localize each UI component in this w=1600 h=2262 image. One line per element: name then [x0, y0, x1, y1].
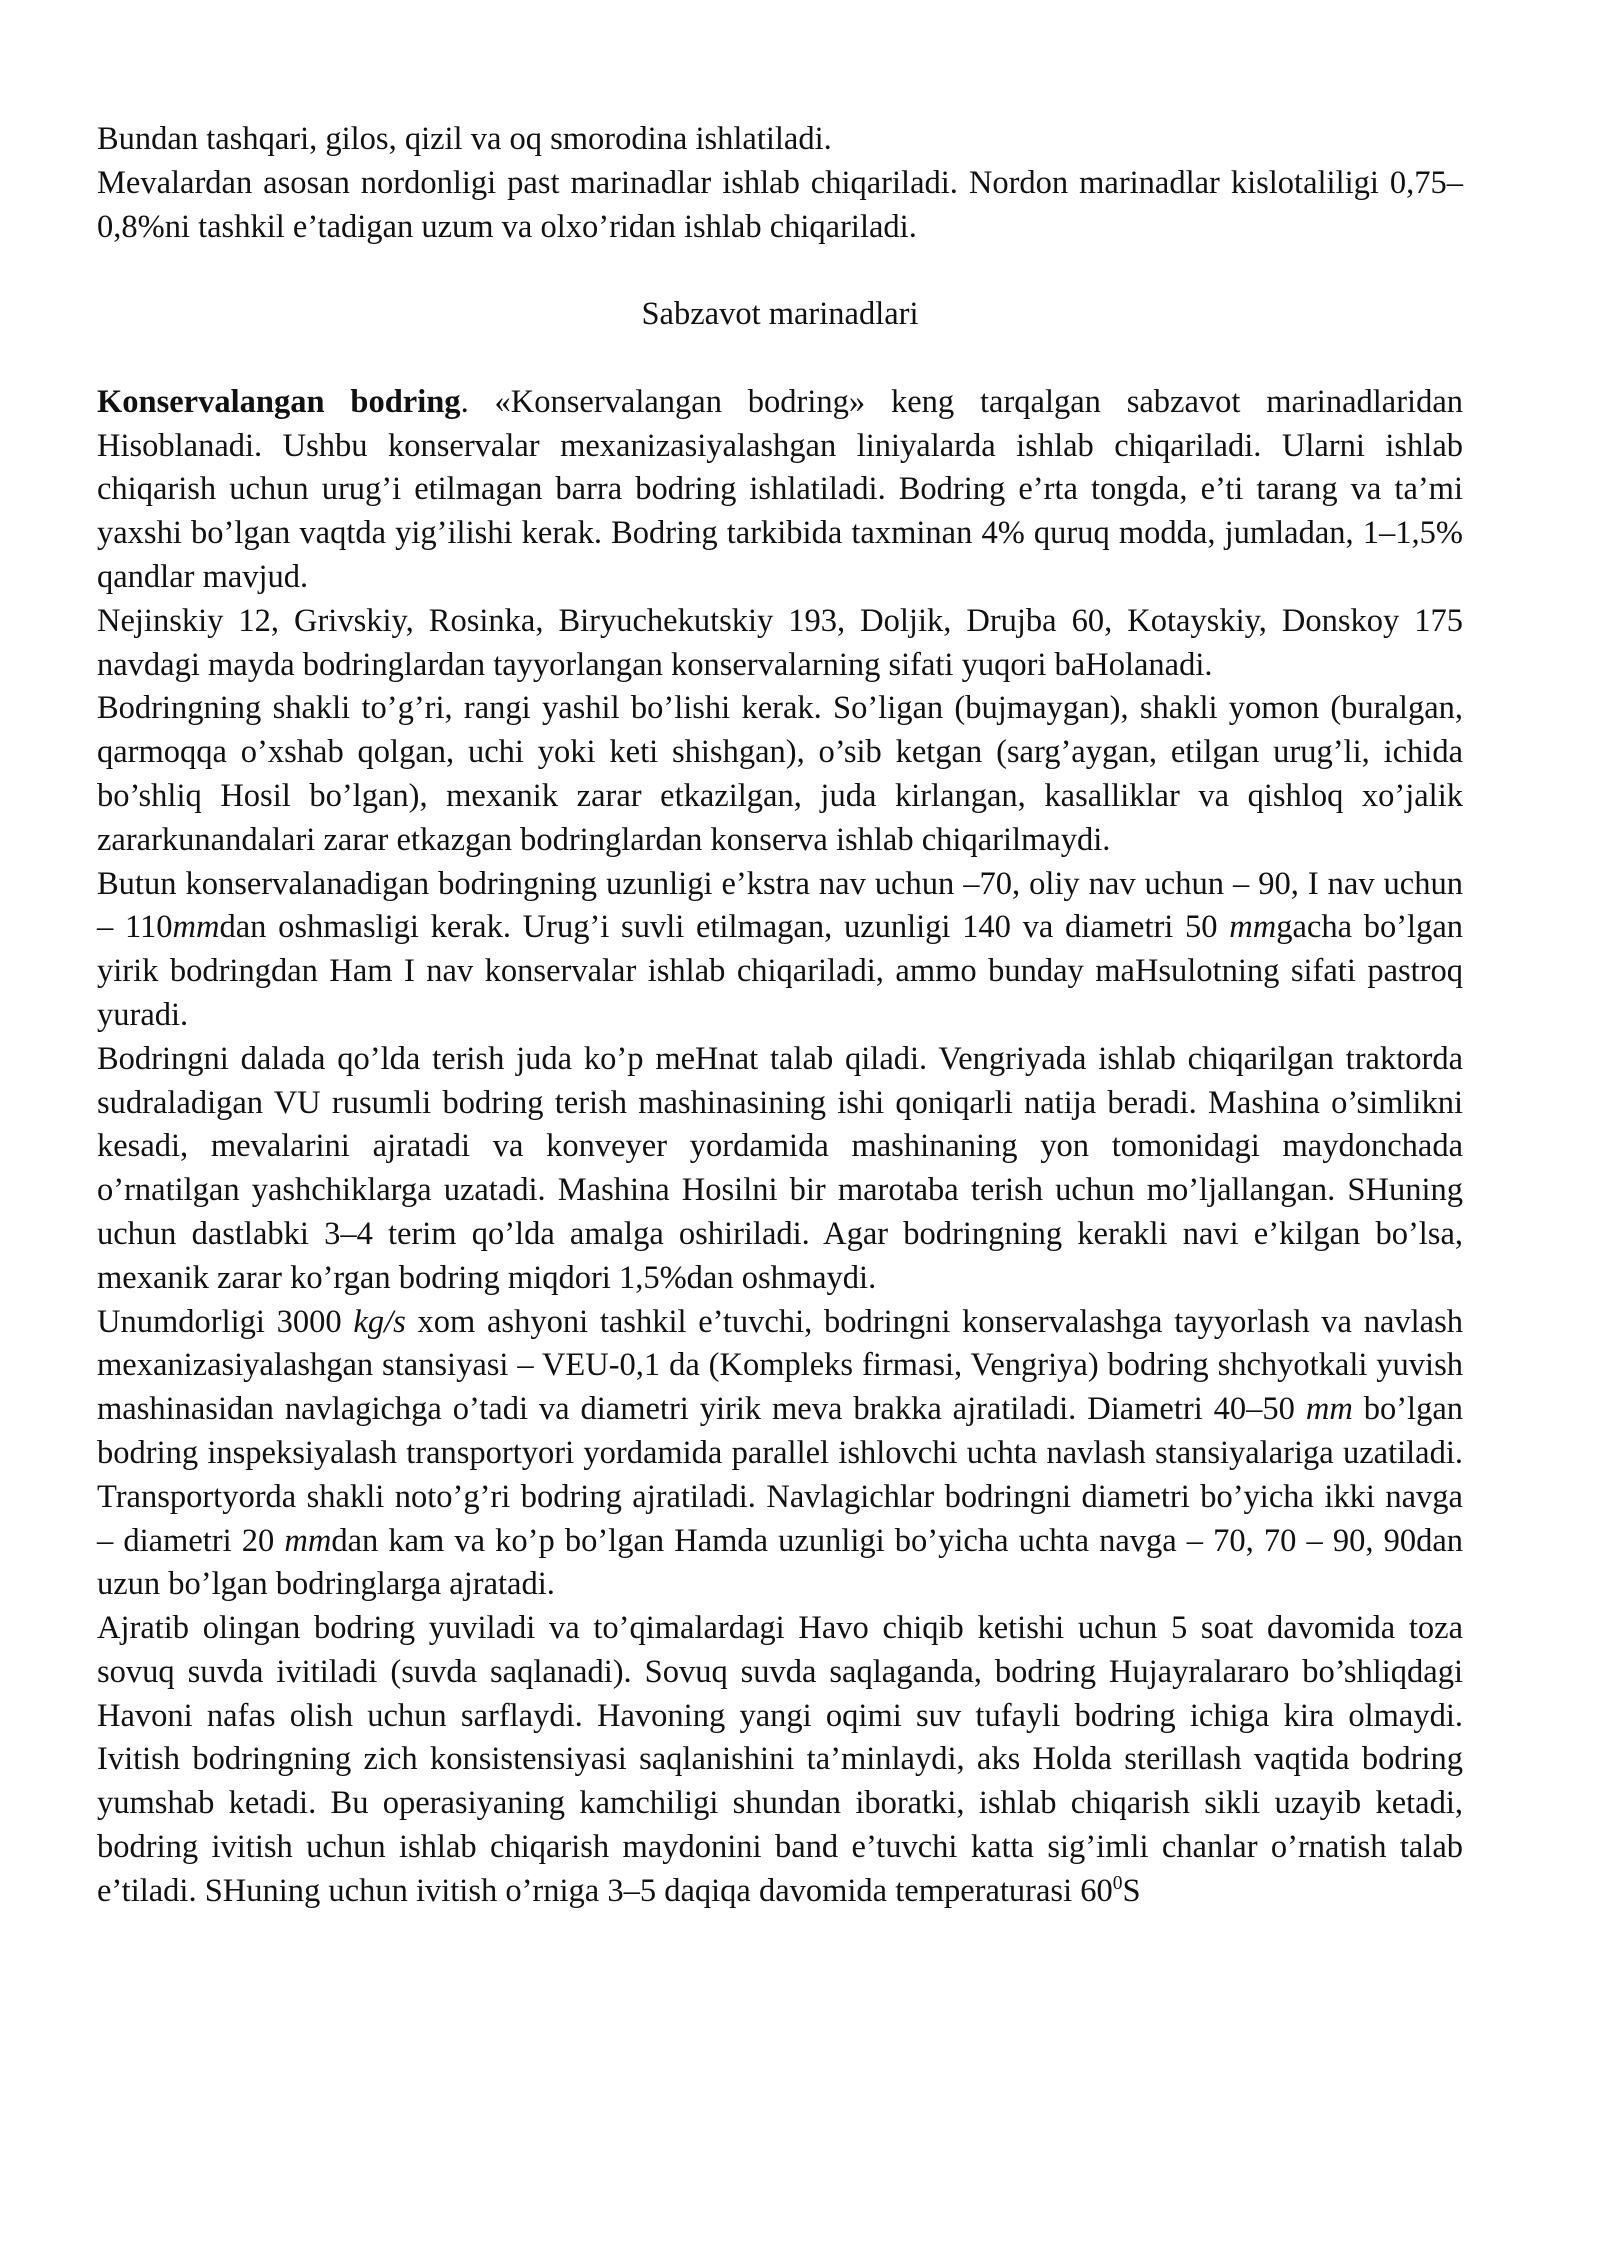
paragraph-soaking: [97, 1607, 1463, 1914]
paragraph-shape-requirements: Bodringning shakli to’g’ri, rangi yashil bo’lishi kerak. So’ligan (bujmaygan), shakli yomon (buralgan, qarmoqqa o’xshab qolgan, uchi yoki keti shishgan), o’sib ketgan (sarg’aygan, etilgan urug’li, ichida bo’shliq Hosil bo’lgan), mexanik zarar etkazilgan, juda kirlangan, kasalliklar va qishloq xo’jalik zararkunandalari zarar etkazgan bodringlardan konserva ishlab chiqarilmaydi.: [97, 690, 1463, 858]
unit-mm: mm: [284, 1522, 332, 1559]
paragraph-berries: Bundan tashqari, gilos, qizil va oq smorodina ishlatiladi.: [97, 121, 832, 157]
text-segment: dan kam va ko’p bo’lgan Hamda uzunligi bo’yicha uchta navga – 70, 70 – 90, 90dan uzun bo’lgan bodringlarga ajratadi.: [97, 1522, 1463, 1603]
paragraph-harvesting: Bodringni dalada qo’lda terish juda ko’p meHnat talab qiladi. Vengriyada ishlab chiqarilgan traktorda sudraladigan VU rusumli bodring terish mashinasining ishi qoniqarli natija beradi. Mashina o’simlikni kesadi, mevalarini ajratadi va konveyer yordamida mashinaning yon tomonidagi maydonchada o’rnatilgan yashchiklarga uzatadi. Mashina Hosilni bir marotaba terish uchun mo’ljallangan. SHuning uchun dastlabki 3–4 terim qo’lda amalga oshiriladi. Agar bodringning kerakli navi e’kilgan bo’lsa, mexanik zarar ko’rgan bodring miqdori 1,5%dan oshmaydi.: [97, 1040, 1463, 1296]
paragraph-canned-cucumber: [97, 381, 1463, 600]
text-segment: dan oshmasligi kerak. Urug’i suvli etilmagan, uzunligi 140 va diametri 50: [219, 909, 1230, 946]
text-segment: xom ashyoni tashkil e’tuvchi, bodringni konservalashga tayyorlash va navlash mexanizasiyalashgan stansiyasi – VEU-0,1 da (Kompleks firmasi, Vengriya) bodring shchyotkali yuvish mashinasidan navlagichga o’tadi va diametri yirik meva brakka ajratiladi. Diametri 40–50: [97, 1303, 1463, 1428]
text-segment: Butun konservalanadigan bodringning uzunligi e’kstra nav uchun –70, oliy nav uchun – 90, I nav uchun – 110: [97, 865, 1463, 946]
paragraph-sorting-station: [97, 1301, 1463, 1608]
degree-superscript: 0: [1112, 1873, 1123, 1895]
unit-mm: mm: [1305, 1391, 1353, 1428]
paragraph-length-requirements: [97, 863, 1463, 1038]
text-segment: gacha bo’lgan yirik bodringdan Ham I nav konservalar ishlab chiqariladi, ammo bunday maHsulotning sifati pastroq yuradi.: [97, 909, 1463, 1033]
text-segment: Ajratib olingan bodring yuviladi va to’qimalardagi Havo chiqib ketishi uchun 5 soat davomida toza sovuq suvda ivitiladi (suvda saqlanadi). Sovuq suvda saqlaganda, bodring Hujayralararo bo’shliqdagi Havoni nafas olish uchun sarflaydi. Havoning yangi oqimi suv tufayli bodring ichiga kira olmaydi. Ivitish bodringning zich konsistensiyasi saqlanishini ta’minlaydi, aks Holda sterillash vaqtida bodring yumshab ketadi. Bu operasiyaning kamchiligi shundan iboratki, ishlab chiqarish sikli uzayib ketadi, bodring ivitish uchun ishlab chiqarish maydonini band e’tuvchi katta sig’imli chanlar o’rnatish talab e’tiladi. SHuning uchun ivitish o’rniga 3–5 daqiqa davomida temperaturasi 60: [97, 1610, 1463, 1909]
unit-mm: mm: [172, 909, 220, 946]
term-canned-cucumber: Konservalangan bodring: [97, 383, 461, 420]
text-segment: S: [1122, 1872, 1141, 1909]
paragraph-fruit-marinades: Mevalardan asosan nordonligi past marinadlar ishlab chiqariladi. Nordon marinadlar kislotaliligi 0,75–0,8%ni tashkil e’tadigan uzum va olxo’ridan ishlab chiqariladi.: [97, 164, 1463, 245]
unit-kgs: kg/s: [353, 1303, 406, 1340]
paragraph-varieties: Nejinskiy 12, Grivskiy, Rosinka, Biryuchekutskiy 193, Doljik, Drujba 60, Kotayskiy, Donskoy 175 navdagi mayda bodringlardan tayyorlangan konservalarning sifati yuqori baHolanadi.: [97, 602, 1463, 683]
section-heading: Sabzavot marinadlari: [641, 296, 919, 333]
text-segment: Unumdorligi 3000: [97, 1303, 354, 1340]
text-segment: bo’lgan bodring inspeksiyalash transportyori yordamida parallel ishlovchi uchta navlash stansiyalariga uzatiladi. Transportyorda shakli noto’g’ri bodring ajratiladi. Navlagichlar bodringni diametri bo’yicha ikki navga – diametri 20: [97, 1391, 1463, 1559]
document-page: [97, 118, 1463, 1914]
unit-mm: mm: [1229, 909, 1277, 946]
paragraph-canned-cucumber-text: . «Konservalangan bodring» keng tarqalgan sabzavot marinadlaridan Hisoblanadi. Ushbu konservalar mexanizasiyalashgan liniyalarda ishlab chiqariladi. Ularni ishlab chiqarish uchun urug’i etilmagan barra bodring ishlatiladi. Bodring e’rta tongda, e’ti tarang va ta’mi yaxshi bo’lgan vaqtda yig’ilishi kerak. Bodring tarkibida taxminan 4% quruq modda, jumladan, 1–1,5% qandlar mavjud.: [97, 383, 1463, 595]
